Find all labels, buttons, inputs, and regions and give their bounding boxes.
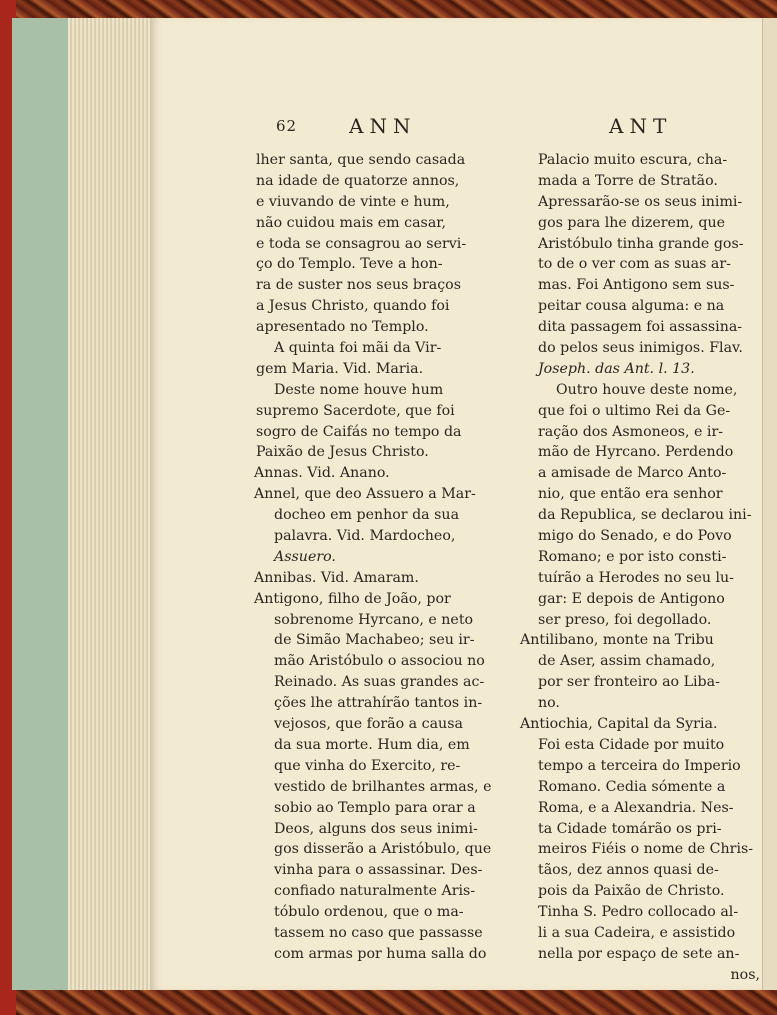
text-line: por ser fronteiro ao Liba- <box>538 674 720 691</box>
text-line: Roma, e a Alexandria. Nes- <box>538 799 734 816</box>
text-line: confiado naturalmente Aris- <box>274 883 476 900</box>
text-line: to de o ver com as suas ar- <box>538 256 731 273</box>
text-line: gem Maria. Vid. Maria. <box>256 360 424 377</box>
text-line: não cuidou mais em casar, <box>256 214 447 231</box>
text-line: de Simão Machabeo; seu ir- <box>274 632 475 649</box>
text-line: de Aser, assim chamado, <box>538 653 716 670</box>
text-line: nos, <box>730 966 760 983</box>
text-line: ções lhe attrahírão tantos in- <box>274 695 483 712</box>
text-line: meiros Fiéis o nome de Chris- <box>538 841 754 858</box>
text-line: mão de Hyrcano. Perdendo <box>538 444 734 461</box>
text-line: a Jesus Christo, quando foi <box>256 298 450 315</box>
text-line: gos disserão a Aristóbulo, que <box>274 841 492 858</box>
page-stack <box>68 18 151 990</box>
text-line: tuírão a Herodes no seu lu- <box>538 569 734 586</box>
text-line: lher santa, que sendo casada <box>256 152 466 168</box>
text-line: Assuero. <box>274 548 336 565</box>
entry-heading: Annibas. Vid. Amaram. <box>254 569 419 586</box>
text-line: no. <box>538 695 560 712</box>
text-line: Tinha S. Pedro collocado al- <box>538 904 739 921</box>
text-line: vinha para o assassinar. Des- <box>274 862 483 879</box>
text-line: Paixão de Jesus Christo. <box>256 444 429 461</box>
text-line: Joseph. das Ant. l. 13. <box>538 360 695 377</box>
text-line: Palacio muito escura, cha- <box>538 152 728 168</box>
text-line: nella por espaço de sete an- <box>538 945 740 962</box>
text-line: Aristóbulo tinha grande gos- <box>538 235 744 252</box>
text-line: gos para lhe dizerem, que <box>538 214 726 231</box>
text-line: sobrenome Hyrcano, e neto <box>274 611 474 628</box>
text-line: que vinha do Exercito, re- <box>274 757 461 774</box>
text-line: apresentado no Templo. <box>256 319 429 336</box>
entry-heading: Antilibano, monte na Tribu <box>520 632 714 649</box>
text-line: da sua morte. Hum dia, em <box>274 736 470 753</box>
text-line: Reinado. As suas grandes ac- <box>274 674 485 691</box>
text-line: Deos, alguns dos seus inimi- <box>274 820 478 837</box>
text-line: e toda se consagrou ao servi- <box>256 235 467 252</box>
text-line: e viuvando de vinte e hum, <box>256 193 450 210</box>
text-line: ser preso, foi degollado. <box>538 611 712 628</box>
book-spine <box>12 18 71 990</box>
text-line: que foi o ultimo Rei da Ge- <box>538 402 731 419</box>
text-line: Romano; e por isto consti- <box>538 548 727 565</box>
page-edge <box>762 18 777 990</box>
text-line: a amisade de Marco Anto- <box>538 465 727 482</box>
text-line: migo do Senado, e do Povo <box>538 528 732 545</box>
text-line: dita passagem foi assassina- <box>538 319 743 336</box>
text-line: supremo Sacerdote, que foi <box>256 402 455 419</box>
text-line: com armas por huma salla do <box>274 945 487 962</box>
text-line: tassem no caso que passasse <box>274 924 483 941</box>
running-head-left: ANN <box>349 114 417 138</box>
text-line: tóbulo ordenou, que o ma- <box>274 904 464 921</box>
text-line: vejosos, que forão a causa <box>274 716 463 733</box>
page-number: 62 <box>276 117 298 135</box>
running-head-right: ANT <box>609 114 673 138</box>
text-line: da Republica, se declarou ini- <box>538 507 752 524</box>
text-line: docheo em penhor da sua <box>274 507 460 524</box>
entry-heading: Antigono, filho de João, por <box>254 590 451 607</box>
text-line: na idade de quatorze annos, <box>256 172 460 189</box>
text-line: tempo a terceira do Imperio <box>538 757 741 774</box>
text-line: Foi esta Cidade por muito <box>538 736 725 753</box>
text-line: li a sua Cadeira, e assistido <box>538 924 736 941</box>
text-line: ço do Templo. Teve a hon- <box>256 256 443 273</box>
text-line: gar: E depois de Antigono <box>538 590 725 607</box>
text-line: Romano. Cedia sómente a <box>538 778 726 795</box>
text-line: Outro houve deste nome, <box>556 381 738 398</box>
text-line: Apressarão-se os seus inimi- <box>538 193 743 210</box>
entry-heading: Annel, que deo Assuero a Mar- <box>254 486 476 503</box>
entry-heading: Antiochia, Capital da Syria. <box>520 716 718 733</box>
text-line: do pelos seus inimigos. Flav. <box>538 340 743 357</box>
text-line: ta Cidade tomárão os pri- <box>538 820 722 837</box>
text-line: ração dos Asmoneos, e ir- <box>538 423 724 440</box>
entry-heading: Annas. Vid. Anano. <box>254 465 390 482</box>
left-text-column <box>256 150 506 965</box>
text-line: mão Aristóbulo o associou no <box>274 653 485 670</box>
text-line: palavra. Vid. Mardocheo, <box>274 528 456 545</box>
text-line: mada a Torre de Stratão. <box>538 172 718 189</box>
text-line: pois da Paixão de Christo. <box>538 883 725 900</box>
text-line: mas. Foi Antigono sem sus- <box>538 277 735 294</box>
text-line: nio, que então era senhor <box>538 486 723 503</box>
text-line: sobio ao Templo para orar a <box>274 799 476 816</box>
right-text-column <box>520 150 760 986</box>
text-line: A quinta foi mãi da Vir- <box>274 340 442 357</box>
text-line: Deste nome houve hum <box>274 381 444 398</box>
text-line: tãos, dez annos quasi de- <box>538 862 719 879</box>
text-line: vestido de brilhantes armas, e <box>274 778 492 795</box>
text-line: ra de suster nos seus braços <box>256 277 461 294</box>
text-line: peitar cousa alguma: e na <box>538 298 725 315</box>
text-line: sogro de Caifás no tempo da <box>256 423 462 440</box>
